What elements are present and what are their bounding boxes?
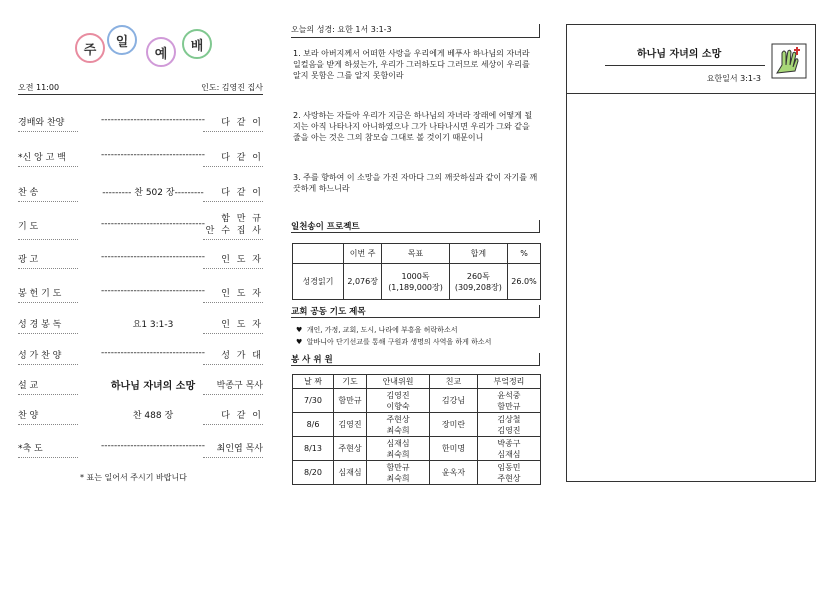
sermon-notes-box (566, 24, 816, 482)
heart-icon: ♥ (296, 338, 303, 346)
service-leader: 인도: 김영진 집사 (201, 83, 263, 92)
order-item: 광 고 -------------------------------- 인 도 자 (18, 248, 263, 268)
order-item: 경배와 찬양 -------------------------------- 다 같 이 (18, 111, 263, 131)
order-item: 성 가 찬 양 -------------------------------- 성 가 대 (18, 344, 263, 364)
praying-hands-icon (771, 43, 807, 83)
service-heading: 봉 사 위 원 (291, 353, 540, 366)
title-char-2: 일 (107, 25, 137, 55)
project-heading: 일천송이 프로젝트 (291, 220, 540, 233)
scripture-verse-3: 3. 주를 향하여 이 소망을 가진 자마다 그의 깨끗하심과 같이 자기를 깨끗하게 하느니라 (293, 173, 538, 193)
sermon-notes-title: 하나님 자녀의 소망 (637, 49, 722, 60)
scripture-heading: 오늘의 성경: 요한 1서 3:1-3 (291, 24, 540, 38)
order-item: 설 교 하나님 자녀의 소망 박종구 목사 (18, 374, 263, 394)
scripture-verse-2: 2. 사랑하는 자들아 우리가 지금은 하나님의 자녀라 장래에 어떻게 될지는 아직 나타나지 아니하였으나 그가 나타나시면 우리가 그와 같을 줄을 아는 것은 그의 참모습 그대로 볼 것이기 때문이니 (293, 111, 533, 142)
table-row: 8/13 주현상 심재심 최숙희 한미명 박종구 심재심 (293, 437, 541, 461)
project-percent: 26.0% (508, 264, 541, 300)
header-divider (18, 94, 263, 95)
title-char-3: 예 (146, 37, 176, 67)
sermon-notes-divider (567, 93, 815, 94)
title-char-4: 배 (182, 29, 212, 59)
project-table: 이번 주 목표 합계 % 성경읽기 2,076장 1000독 (1,189,000장) 260독 (309,208장) 26.0% (292, 243, 541, 300)
order-item: 성 경 봉 독 요1 3:1-3 인 도 자 (18, 313, 263, 333)
table-row: 8/6 김영진 주현상 최숙희 장미란 김상철 김영진 (293, 413, 541, 437)
title-char-1: 주 (75, 33, 105, 63)
footnote: * 표는 일어서 주시기 바랍니다 (80, 473, 187, 482)
table-row: 7/30 함만규 김영진 이향숙 김강님 윤석중 함만규 (293, 389, 541, 413)
scripture-verse-1: 1. 보라 아버지께서 어떠한 사랑을 우리에게 베푸사 하나님의 자녀라 일컬음을 받게 하셨는가, 우리가 그러하도다 그러므로 세상이 우리를 알지 못함은 그를 알지 못함이라 (293, 49, 530, 80)
prayer-item: ♥ 알바니아 단기선교를 통해 구원과 생명의 사역을 하게 하소서 (296, 338, 492, 346)
order-item: 찬 송 --------- 찬 502 장--------- 다 같 이 (18, 181, 263, 201)
table-row: 8/20 심재심 함만규 최숙희 윤옥자 임동민 주현상 (293, 461, 541, 485)
order-item: 봉 헌 기 도 -------------------------------- 인 도 자 (18, 282, 263, 302)
title-underline (605, 65, 765, 66)
heart-icon: ♥ (296, 326, 303, 334)
order-item: *신 앙 고 백 -------------------------------- 다 같 이 (18, 146, 263, 166)
order-item: 기 도 -------------------------------- 함 만 규 안 수 집 사 (18, 211, 263, 239)
order-item: *축 도 -------------------------------- 최인엽 목사 (18, 437, 263, 457)
sermon-title: 하나님 자녀의 소망 (110, 381, 196, 392)
service-table: 날 짜 기도 안내위원 친교 부엌정리 7/30 함만규 김영진 이향숙 김강님 윤석중 함만규 8/6 김영진 주현상 최숙희 장미란 김상철 김영진 8/13 주현상 심재심 최숙희 한미명 박종구 심재심 8/20 심재심 함만규 최숙희 윤옥자 임동민 주현상 (292, 374, 541, 485)
project-row-label: 성경읽기 (293, 264, 344, 300)
service-time: 오전 11:00 (18, 83, 60, 92)
sermon-notes-reference: 요한일서 3:1-3 (706, 74, 761, 83)
order-item: 찬 양 찬 488 장 다 같 이 (18, 404, 263, 424)
prayer-heading: 교회 공동 기도 제목 (291, 305, 540, 318)
prayer-item: ♥ 개인, 가정, 교회, 도시, 나라에 부흥을 허락하소서 (296, 326, 458, 334)
project-this-week: 2,076장 (344, 264, 382, 300)
